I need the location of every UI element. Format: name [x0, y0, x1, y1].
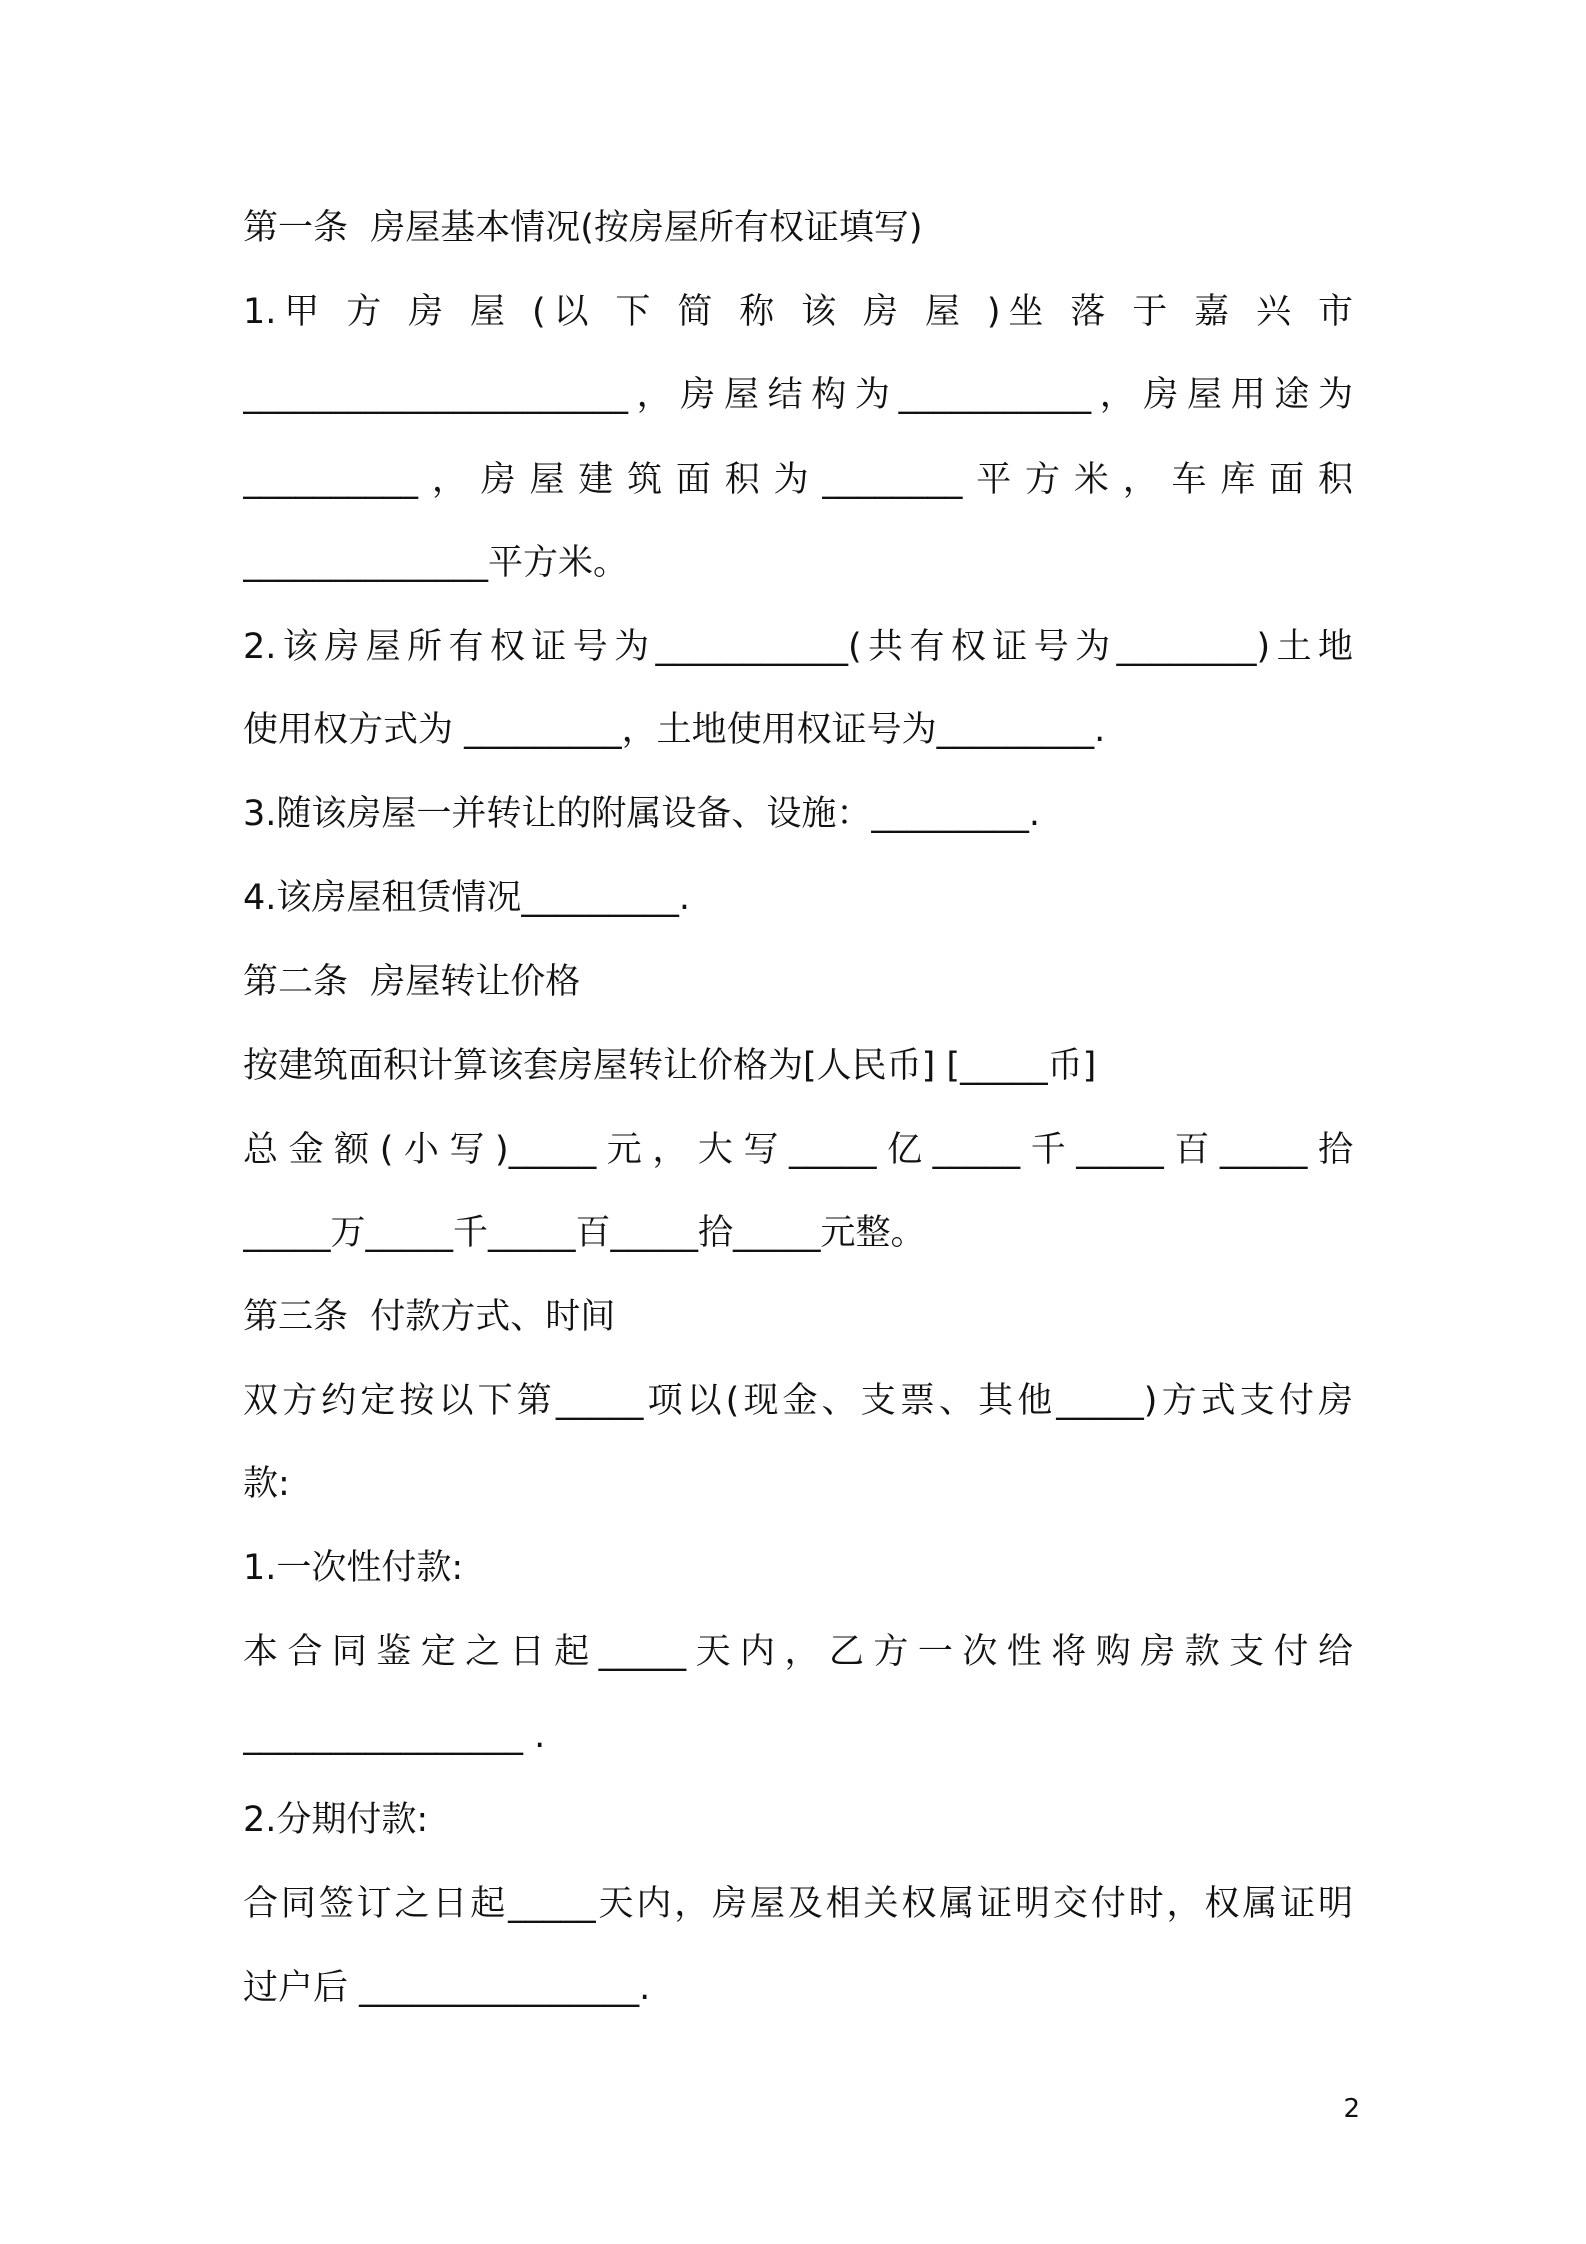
paragraph-line: 1.甲 方 房 屋 (以 下 简 称 该 房 屋 )坐 落 于 嘉 兴 市 — [243, 292, 1353, 332]
paragraph-line: ______________________，房屋结构为___________，房屋用途为 — [243, 375, 1353, 415]
article-2-heading: 第二条 房屋转让价格 — [243, 962, 581, 1002]
paragraph-line: 总金额(小写)_____元，大写_____亿_____千_____百_____拾 — [243, 1130, 1353, 1170]
paragraph-line: 合同签订之日起_____天内，房屋及相关权属证明交付时，权属证明 — [243, 1884, 1353, 1924]
paragraph-line: 1.一次性付款: — [243, 1548, 464, 1588]
paragraph-line: 款: — [243, 1464, 290, 1504]
article-1-heading: 第一条 房屋基本情况(按房屋所有权证填写) — [243, 208, 923, 248]
paragraph-line: 使用权方式为 _________，土地使用权证号为_________. — [243, 710, 1106, 750]
paragraph-line: 4.该房屋租赁情况_________. — [243, 878, 691, 918]
paragraph-line: ________________ . — [243, 1716, 546, 1756]
page-number: 2 — [1343, 2094, 1360, 2124]
paragraph-line: 3.随该房屋一并转让的附属设备、设施：_________. — [243, 794, 1041, 834]
paragraph-line: 过户后 ________________. — [243, 1968, 651, 2008]
paragraph-line: __________，房屋建筑面积为________平方米，车库面积 — [243, 460, 1353, 500]
paragraph-line: ______________平方米。 — [243, 543, 629, 583]
paragraph-line: 本合同鉴定之日起_____天内，乙方一次性将购房款支付给 — [243, 1632, 1353, 1672]
article-3-heading: 第三条 付款方式、时间 — [243, 1297, 616, 1337]
paragraph-line: 2.分期付款: — [243, 1800, 429, 1840]
paragraph-line: 双方约定按以下第_____项以(现金、支票、其他_____)方式支付房 — [243, 1381, 1353, 1421]
paragraph-line: 按建筑面积计算该套房屋转让价格为[人民币] [_____币] — [243, 1046, 1097, 1086]
paragraph-line: _____万_____千_____百_____拾_____元整。 — [243, 1213, 926, 1253]
paragraph-line: 2.该房屋所有权证号为___________(共有权证号为________)土地 — [243, 627, 1353, 667]
